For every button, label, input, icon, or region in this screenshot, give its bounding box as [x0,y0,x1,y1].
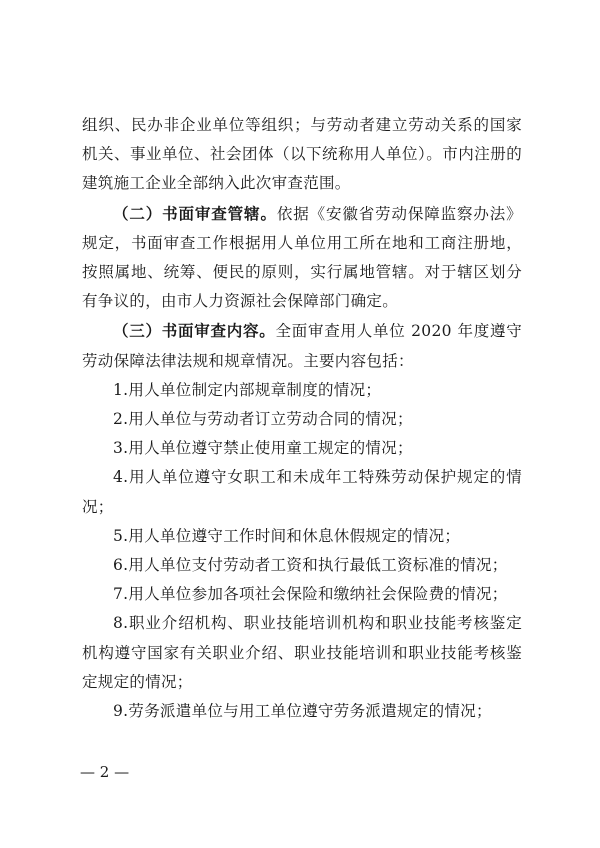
paragraph-scope-continued [82,111,522,199]
paragraph-content [82,316,522,375]
list-item-text: 4.用人单位遵守女职工和未成年工特殊劳动保护规定的情况； [82,468,522,516]
list-item-text: 6.用人单位支付劳动者工资和执行最低工资标准的情况； [113,556,508,575]
list-item-text: 2.用人单位与劳动者订立劳动合同的情况； [113,410,413,429]
list-item-8 [82,609,522,697]
list-item-9 [82,697,522,726]
list-item-5 [82,522,522,551]
paragraph-text: 组织、民办非企业单位等组织；与劳动者建立劳动关系的国家机关、事业单位、社会团体（以下统称用人单位）。市内注册的建筑施工企业全部纳入此次审查范围。 [82,116,522,193]
list-item-7 [82,580,522,609]
paragraph-text: 全面审查用人单位 2020 年度遵守劳动保障法律法规和规章情况。主要内容包括： [82,322,522,370]
list-item-4 [82,463,522,521]
paragraph-jurisdiction [82,199,522,317]
list-item-text: 7.用人单位参加各项社会保险和缴纳社会保险费的情况； [113,585,508,604]
list-item-text: 3.用人单位遵守禁止使用童工规定的情况； [113,439,413,458]
list-item-3 [82,434,522,463]
list-item-2 [82,405,522,434]
section-heading-content: （三）书面审查内容。 [113,321,276,341]
list-item-1 [82,376,522,405]
paragraph-text: 依据《安徽省劳动保障监察办法》规定，书面审查工作根据用人单位用工所在地和工商注册地，按照属地、统筹、便民的原则，实行属地管辖。对于辖区划分有争议的，由市人力资源社会保障部门确定。 [82,204,522,311]
section-heading-jurisdiction: （二）书面审查管辖。 [113,203,277,223]
list-item-text: 8.职业介绍机构、职业技能培训机构和职业技能考核鉴定机构遵守国家有关职业介绍、职业技能培训和职业技能考核鉴定规定的情况； [82,614,522,691]
list-item-text: 9.劳务派遣单位与用工单位遵守劳务派遣规定的情况； [113,702,492,721]
list-item-text: 1.用人单位制定内部规章制度的情况； [113,380,382,399]
page-number: — 2 — [80,763,130,781]
document-body [82,111,522,726]
list-item-text: 5.用人单位遵守工作时间和休息休假规定的情况； [113,526,461,545]
list-item-6 [82,551,522,580]
